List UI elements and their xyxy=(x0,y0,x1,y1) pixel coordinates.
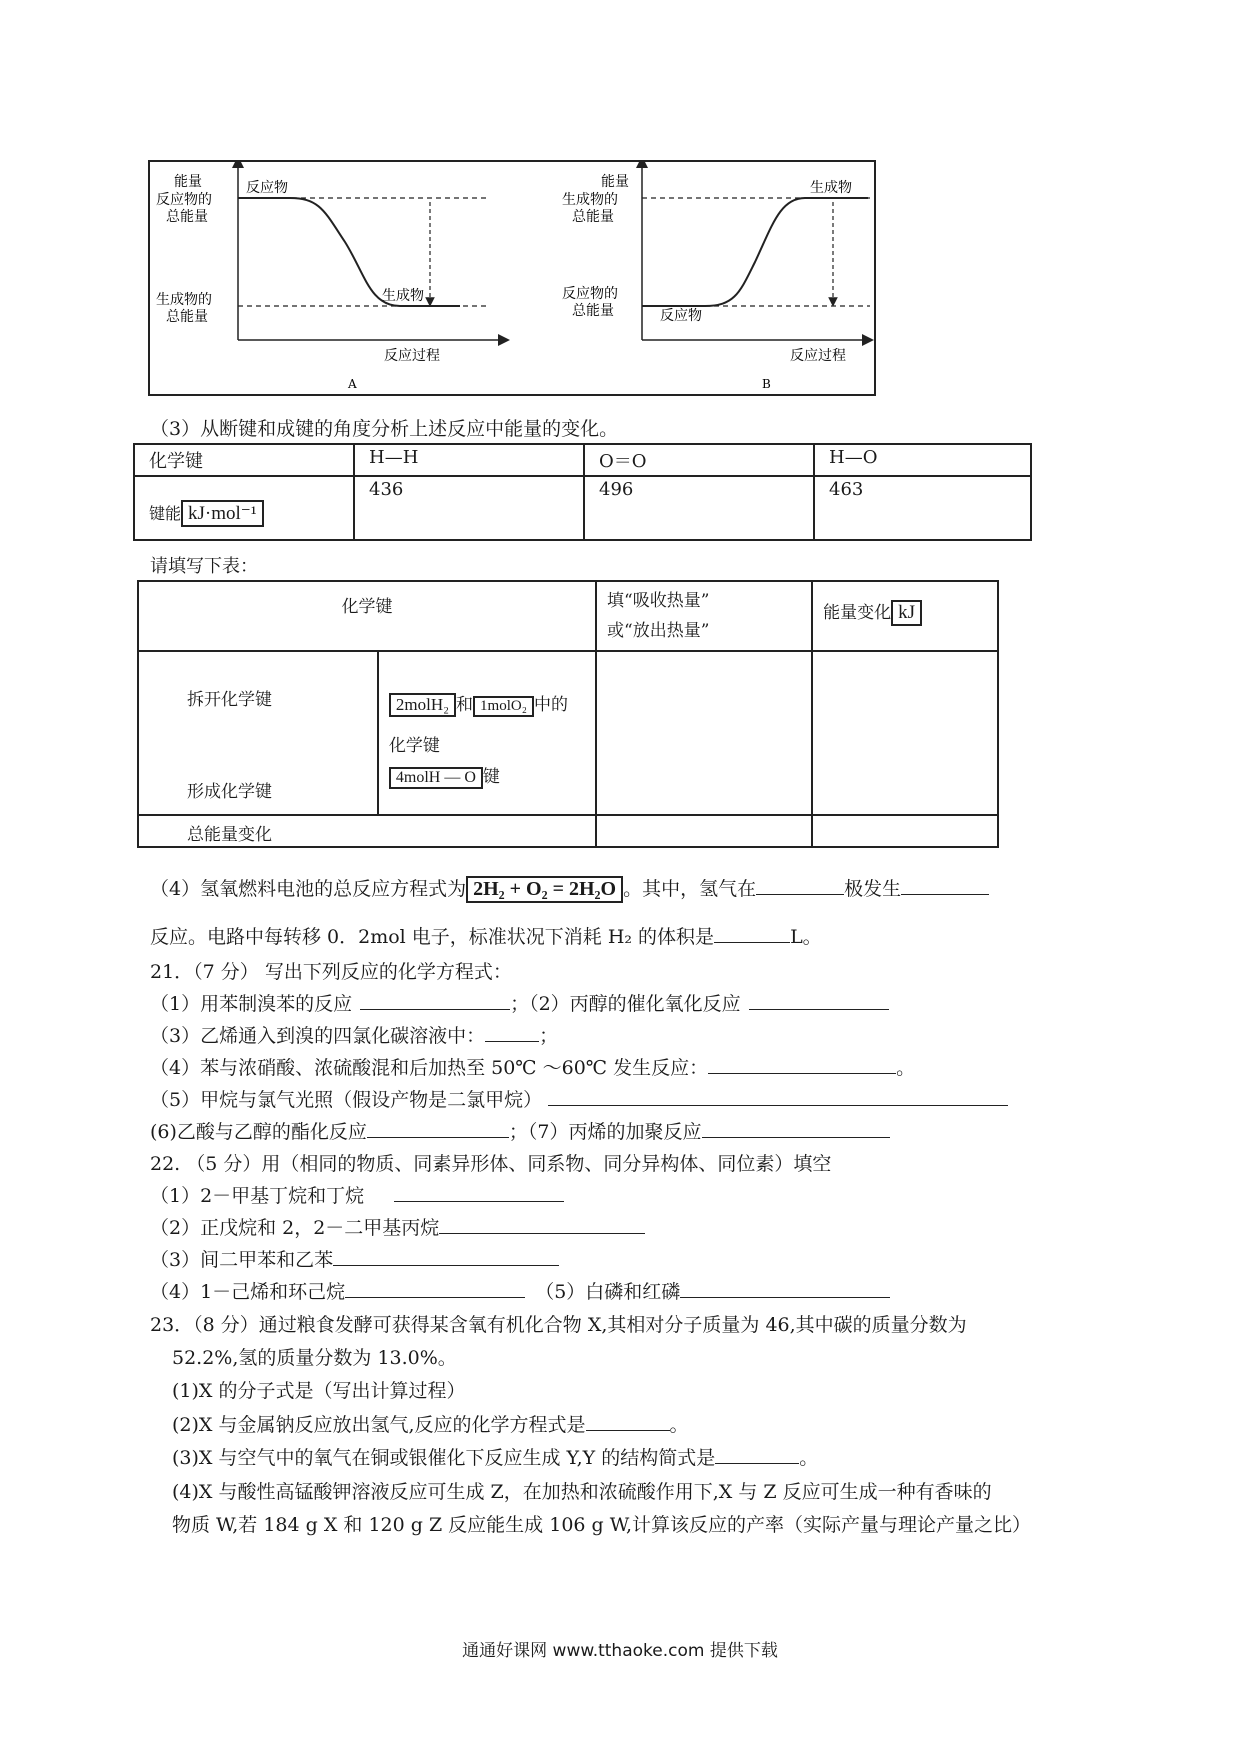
fill-table xyxy=(137,580,999,848)
energy-diagram-frame xyxy=(148,160,876,396)
q4-blank-electrode[interactable] xyxy=(756,893,844,895)
bond-header-3: H—O xyxy=(814,444,1031,476)
q22-line4: （4）1－己烯和环己烷 （5）白磷和红磷 xyxy=(150,1277,890,1304)
diagram-b-y-label: 能量 xyxy=(601,174,629,190)
bond-row-label: 键能 xyxy=(149,504,182,523)
q23-line4: (4)X 与酸性高锰酸钾溶液反应可生成 Z，在加热和浓硫酸作用下,X 与 Z 反应可生成一种有香味的 xyxy=(172,1481,992,1503)
diagram-a-end-label: 生成物 xyxy=(382,288,424,304)
diagram-b-end-label: 生成物 xyxy=(810,180,852,196)
q22-line3: （3）间二甲苯和乙苯 xyxy=(150,1245,559,1272)
q22-blank-1[interactable] xyxy=(394,1200,564,1202)
q21-blank-3[interactable] xyxy=(485,1040,539,1042)
diagram-b xyxy=(562,162,870,391)
diagram-b-caption: B xyxy=(762,377,771,391)
q21-line1: （1）用苯制溴苯的反应 ；（2）丙醇的催化氧化反应 xyxy=(150,989,889,1016)
q21-blank-7[interactable] xyxy=(702,1136,890,1138)
diagram-a xyxy=(156,162,504,391)
q23-line3: (3)X 与空气中的氧气在铜或银催化下反应生成 Y,Y 的结构简式是 。 xyxy=(172,1447,819,1469)
diagram-a-top-label: 反应物的 xyxy=(156,192,212,208)
fill-answer-row1-col3[interactable] xyxy=(812,651,998,815)
q21-line4: （4）苯与浓硝酸、浓硫酸混和后加热至 50℃ ～60℃ 发生反应： 。 xyxy=(150,1057,916,1079)
fill-row-labels: 拆开化学键 形成化学键 xyxy=(138,651,378,815)
q21-blank-4[interactable] xyxy=(708,1072,896,1074)
q21-line5: （5）甲烷与氯气光照（假设产物是二氯甲烷） xyxy=(150,1085,1008,1112)
fill-col1-header: 化学键 xyxy=(138,581,596,651)
q23-line4b: 物质 W,若 184 g X 和 120 g Z 反应能生成 106 g W,计算该反应的产率（实际产量与理论产量之比） xyxy=(172,1514,1031,1536)
q4-blank-volume[interactable] xyxy=(714,941,790,943)
bond-header-2: O＝O xyxy=(584,444,814,476)
diagram-a-caption: A xyxy=(348,377,357,391)
q23-blank-2[interactable] xyxy=(586,1429,670,1431)
q21-title: 21．（7 分） 写出下列反应的化学方程式： xyxy=(150,961,512,983)
q21-line3: （3）乙烯通入到溴的四氯化碳溶液中： ； xyxy=(150,1025,559,1047)
fill-row-details: 2molH₂ 和 1molO₂ 中的 化学键 4molH — O 键 xyxy=(378,651,596,815)
fill-answer-row3-col3[interactable] xyxy=(812,815,998,847)
diagram-a-y-label: 能量 xyxy=(174,174,202,190)
diagram-a-curve xyxy=(238,198,460,306)
page-footer: 通通好课网 www.tthaoke.com 提供下载 xyxy=(462,1641,778,1661)
svg-text:生成物的 总能量: 生成物的 总能量 xyxy=(562,192,618,225)
bond-value-0: 436 xyxy=(354,476,584,540)
diagram-b-start-label: 反应物 xyxy=(660,308,702,324)
q21-blank-5[interactable] xyxy=(548,1104,1008,1106)
svg-text:反应物的 总能量: 反应物的 总能量 xyxy=(562,286,618,319)
bond-energy-table xyxy=(133,443,1032,541)
q23-title2: 52.2%,氢的质量分数为 13.0%。 xyxy=(172,1347,457,1369)
fill-prompt: 请填写下表： xyxy=(150,556,258,577)
q22-title: 22. （5 分）用（相同的物质、同素异形体、同系物、同分异构体、同位素）填空 xyxy=(150,1153,832,1175)
q4-blank-reaction[interactable] xyxy=(901,893,989,895)
fill-answer-row1-col2[interactable] xyxy=(596,651,812,815)
q4-line2: 反应。电路中每转移 0．2mol 电子，标准状况下消耗 H₂ 的体积是 L。 xyxy=(150,926,822,948)
bond-header-0: 化学键 xyxy=(134,444,354,476)
bond-value-1: 496 xyxy=(584,476,814,540)
q22-blank-3[interactable] xyxy=(333,1264,559,1266)
diagram-a-x-label: 反应过程 xyxy=(384,348,440,364)
q23-line1: (1)X 的分子式是（写出计算过程） xyxy=(172,1380,466,1402)
diagram-b-curve xyxy=(642,198,868,306)
q23-blank-3[interactable] xyxy=(715,1462,799,1464)
bond-value-2: 463 xyxy=(814,476,1031,540)
bond-row-label-cell xyxy=(134,476,354,540)
q3-text: （3）从断键和成键的角度分析上述反应中能量的变化。 xyxy=(150,418,619,440)
q21-blank-6[interactable] xyxy=(367,1136,509,1138)
q22-blank-5[interactable] xyxy=(680,1296,890,1298)
q21-blank-2[interactable] xyxy=(749,1008,889,1010)
diagram-a-start-label: 反应物 xyxy=(246,180,288,196)
q22-line1: （1）2－甲基丁烷和丁烷 xyxy=(150,1181,564,1208)
q4-equation: 2H₂ + O₂ = 2H₂O xyxy=(466,876,623,903)
q21-blank-1[interactable] xyxy=(360,1008,510,1010)
bond-unit: kJ·mol⁻¹ xyxy=(181,500,264,527)
q23-line2: (2)X 与金属钠反应放出氢气,反应的化学方程式是 。 xyxy=(172,1414,689,1436)
q4-line1: （4）氢氧燃料电池的总反应方程式为 2H₂ + O₂ = 2H₂O 。其中，氢气在 极发生 xyxy=(150,874,989,903)
svg-text:反应物的 总能量: 反应物的 总能量 xyxy=(156,192,212,225)
q21-line6: (6)乙酸与乙醇的酯化反应 ；（7）丙烯的加聚反应 xyxy=(150,1117,890,1144)
svg-text:生成物的 总能量: 生成物的 总能量 xyxy=(156,292,212,325)
fill-answer-row3-col2[interactable] xyxy=(596,815,812,847)
energy-diagrams xyxy=(150,162,874,394)
bond-header-1: H—H xyxy=(354,444,584,476)
fill-col2-header: 填“吸收热量” 或“放出热量” xyxy=(596,581,812,651)
diagram-b-x-label: 反应过程 xyxy=(790,348,846,364)
q22-line2: （2）正戊烷和 2，2－二甲基丙烷 xyxy=(150,1213,645,1240)
fill-row3-label: 总能量变化 xyxy=(138,815,596,847)
q23-title: 23．（8 分）通过粮食发酵可获得某含氧有机化合物 X,其相对分子质量为 46,其中碳的质量分数为 xyxy=(150,1314,967,1336)
fill-col3-header: 能量变化 kJ xyxy=(812,581,998,651)
q22-blank-2[interactable] xyxy=(439,1232,645,1234)
q22-blank-4[interactable] xyxy=(345,1296,525,1298)
